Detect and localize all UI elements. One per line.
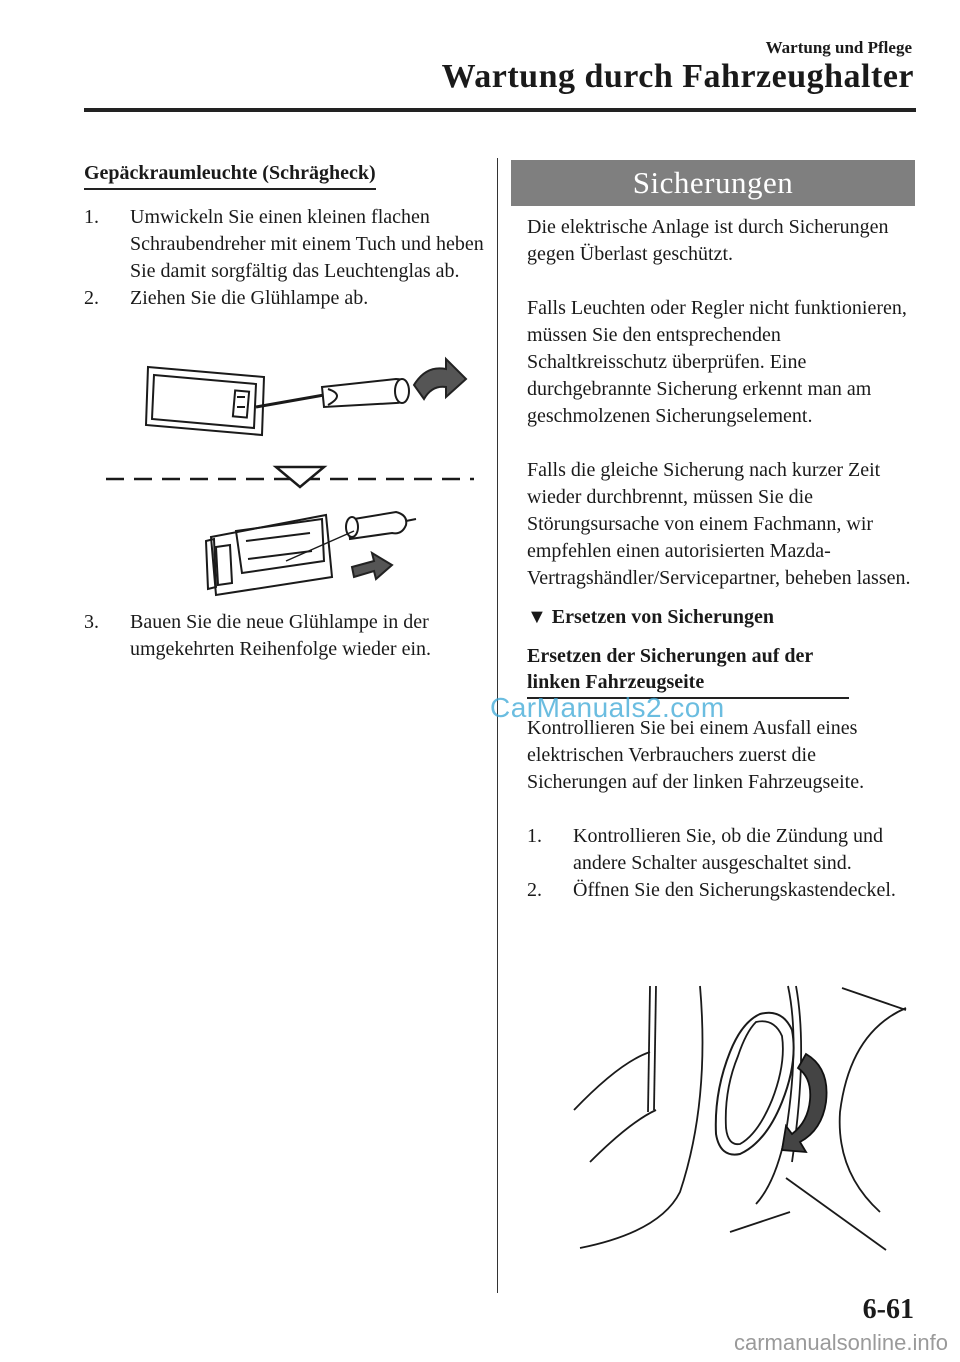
lamp-removal-illustration [96,355,480,600]
fuse-cover-illustration [560,982,920,1262]
step-text: Umwickeln Sie einen kleinen flachen Schraubendreher mit einem Tuch und heben Sie damit sorgfältig das Leuchtenglas ab. [130,206,484,282]
step-number: 2. [84,287,99,309]
left-step-3 [84,609,484,663]
push-arrow-shape [352,553,392,579]
step-text: Ziehen Sie die Glühlampe ab. [130,287,369,309]
step-text: Öffnen Sie den Sicherungskastendeckel. [573,879,896,901]
left-step-1 [84,204,484,285]
left-side-fuses-paragraph: Kontrollieren Sie bei einem Ausfall eines elektrischen Verbrauchers zuerst die Sicherungen auf der linken Fahrzeugseite. [527,717,865,793]
step-number: 1. [527,825,542,847]
fuses-repeat-paragraph: Falls die gleiche Sicherung nach kurzer Zeit wieder durchbrennt, müssen Sie die Störungsursache von einem Fachmann, wir empfehlen einen autorisierten Mazda-Vertragshändler/Servicepartner, beheben lassen. [527,459,911,589]
left-column-bottom [84,609,484,663]
fuses-intro-paragraph: Die elektrische Anlage ist durch Sicherungen gegen Überlast geschützt. [527,216,889,265]
luggage-lamp-heading: Gepäckraumleuchte (Schrägheck) [84,160,376,190]
column-divider [497,158,498,1293]
running-header-section: Wartung und Pflege [765,38,912,57]
subsection-title: Ersetzen von Sicherungen [551,606,775,628]
carmanuals-watermark: CarManuals2.com [490,692,725,723]
page-number: 6-61 [862,1294,914,1325]
running-header-chapter: Wartung durch Fahrzeughalter [441,58,914,95]
fuses-check-paragraph: Falls Leuchten oder Regler nicht funktionieren, müssen Sie den entsprechenden Schaltkreisschutz überprüfen. Eine durchgebrannte Sicherung erkennt man am geschmolzenen Sicherungselement. [527,297,907,427]
left-side-fuses-heading: Ersetzen der Sicherungen auf der linken Fahrzeugseite [527,643,849,699]
step-number: 3. [84,611,99,633]
header-rule [84,108,916,112]
step-text: Kontrollieren Sie, ob die Zündung und andere Schalter ausgeschaltet sind. [573,825,883,874]
right-column [527,214,919,904]
right-step-1 [527,823,919,877]
section-banner: Sicherungen [511,160,915,206]
left-column [84,160,484,312]
site-watermark: carmanualsonline.info [733,1330,948,1355]
subsection-heading [527,606,919,629]
triangle-marker-icon: ▼ [527,606,547,628]
step-number: 2. [527,879,542,901]
left-step-2 [84,285,484,312]
lamp-lens-shape [146,367,264,435]
lift-arrow-shape [414,359,466,399]
right-step-2 [527,877,919,904]
step-text: Bauen Sie die neue Glühlampe in der umgekehrten Reihenfolge wieder ein. [130,611,431,660]
screwdriver-shape [256,395,324,407]
step-number: 1. [84,206,99,228]
